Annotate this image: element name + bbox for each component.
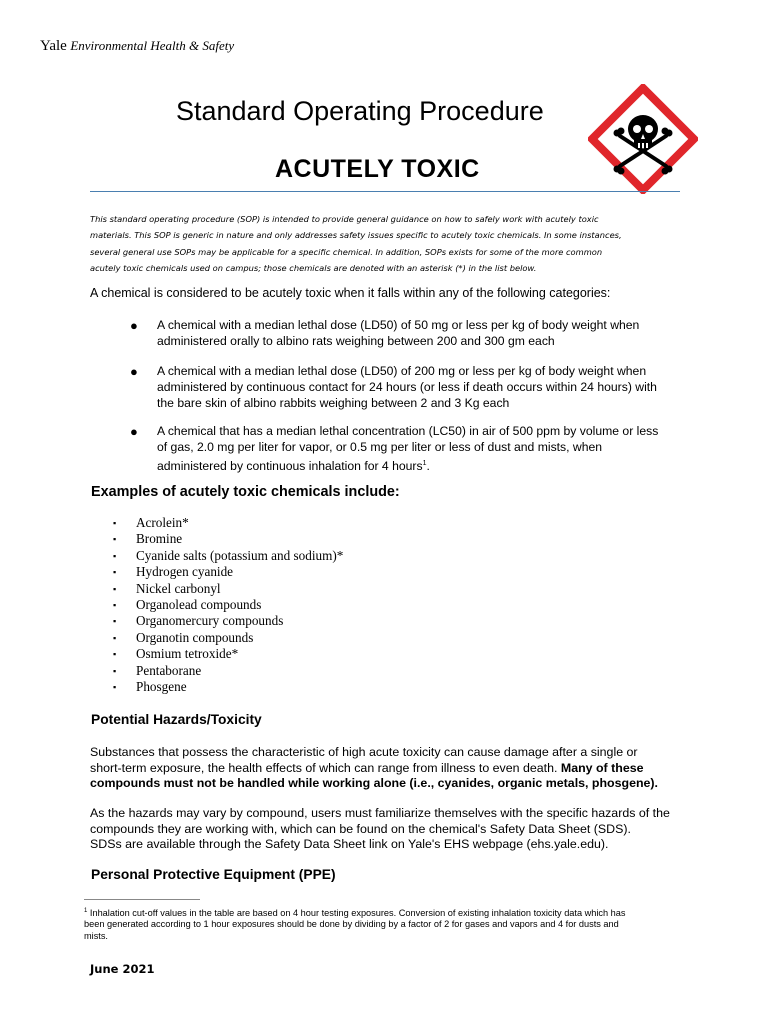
footnote-divider <box>84 899 200 900</box>
bullet-icon: ● <box>130 364 138 379</box>
intro-paragraph <box>90 211 690 276</box>
hazards-paragraph <box>90 745 690 792</box>
page-subtitle: ACUTELY TOXIC <box>275 155 480 183</box>
page-title: Standard Operating Procedure <box>176 96 544 126</box>
hazards-line: short-term exposure, the health effects of which can range from illness to even death. <box>90 760 561 775</box>
sds-paragraph <box>90 806 690 853</box>
bullet-icon: ▪ <box>113 567 117 578</box>
bullet-icon: ● <box>130 318 138 333</box>
chemical-name: Nickel carbonyl <box>136 580 221 596</box>
department-name: Environmental Health & Safety <box>70 38 235 53</box>
examples-heading: Examples of acutely toxic chemicals include: <box>91 484 400 500</box>
category-line: A chemical with a median lethal dose (LD50) of 200 mg or less per kg of body weight when <box>157 364 647 378</box>
bullet-icon: ▪ <box>113 534 117 545</box>
intro-line: materials. This SOP is generic in nature and only addresses safety issues specific to acutely toxic chemicals. In some instances, <box>90 230 622 241</box>
footer-date: June 2021 <box>90 962 155 976</box>
chemical-name: Phosgene <box>136 678 187 694</box>
sds-line: As the hazards may vary by compound, users must familiarize themselves with the specific hazards of the <box>90 806 670 820</box>
bullet-icon: ▪ <box>113 681 117 692</box>
bullet-icon: ▪ <box>113 649 117 660</box>
sds-line: compounds they are working with, which can be found on the chemical's Safety Data Sheet (SDS). <box>90 821 631 836</box>
category-line-end: . <box>426 458 430 473</box>
chemical-name: Osmium tetroxide* <box>136 646 239 662</box>
bullet-icon: ● <box>130 424 138 439</box>
bullet-icon: ▪ <box>113 518 117 528</box>
bullet-icon: ▪ <box>113 583 117 594</box>
category-line: administered by continuous contact for 24 hours (or less if death occurs within 24 hours) with <box>157 379 657 394</box>
title-divider <box>90 191 680 192</box>
hazards-line: Substances that possess the characteristic of high acute toxicity can cause damage after a single or <box>90 745 638 759</box>
chemical-name: Pentaborane <box>136 662 202 678</box>
hazards-heading: Potential Hazards/Toxicity <box>91 712 262 727</box>
chemical-name: Organolead compounds <box>136 596 262 612</box>
category-line: administered orally to albino rats weighing between 200 and 300 gm each <box>157 333 555 348</box>
bullet-icon: ▪ <box>113 632 117 643</box>
hazards-warning: Many of these <box>560 760 644 775</box>
hazards-warning: compounds must not be handled while working alone (i.e., cyanides, organic metals, phosgene). <box>90 776 658 791</box>
institution-name: Yale <box>40 38 67 54</box>
category-line: of gas, 2.0 mg per liter for vapor, or 0.5 mg per liter or less of dust and mists, when <box>157 439 603 454</box>
category-line: A chemical with a median lethal dose (LD50) of 50 mg or less per kg of body weight when <box>157 318 640 332</box>
chemical-name: Bromine <box>136 531 183 547</box>
footnote-marker: 1 <box>84 908 88 914</box>
chemical-name: Hydrogen cyanide <box>136 564 234 580</box>
category-line: the bare skin of albino rabbits weighing between 2 and 3 Kg each <box>157 395 510 410</box>
footnote-line: mists. <box>84 930 108 941</box>
chemical-name: Cyanide salts (potassium and sodium)* <box>136 547 344 563</box>
chemical-name: Acrolein* <box>136 515 189 530</box>
definition-lead: A chemical is considered to be acutely toxic when it falls within any of the following categories: <box>90 286 611 300</box>
bullet-icon: ▪ <box>113 550 117 561</box>
footnote-line: been generated according to 1 hour exposures should be done by dividing by a factor of 2 for gases and vapors and 4 for dusts and <box>84 919 619 930</box>
document-header <box>40 38 234 55</box>
bullet-icon: ▪ <box>113 599 117 610</box>
sds-line: SDSs are available through the Safety Data Sheet link on Yale's EHS webpage (ehs.yale.edu). <box>90 837 609 852</box>
bullet-icon: ▪ <box>113 616 117 627</box>
category-line: A chemical that has a median lethal concentration (LC50) in air of 500 ppm by volume or less <box>157 424 659 438</box>
footnote <box>84 906 696 942</box>
category-line: administered by continuous inhalation for 4 hours <box>157 458 423 473</box>
footnote-line: Inhalation cut-off values in the table are based on 4 hour testing exposures. Conversion of existing inhalation toxicity data which has <box>89 908 626 919</box>
ppe-heading: Personal Protective Equipment (PPE) <box>91 867 336 882</box>
bullet-icon: ▪ <box>113 665 117 676</box>
skull-and-crossbones-icon <box>588 84 698 194</box>
chemical-name: Organomercury compounds <box>136 613 284 629</box>
intro-line: several general use SOPs may be applicable for a specific chemical. In addition, SOPs exists for some of the more common <box>90 246 603 257</box>
chemical-name: Organotin compounds <box>136 629 254 645</box>
intro-line: acutely toxic chemicals used on campus; those chemicals are denoted with an asterisk (*) in the list below. <box>90 262 537 273</box>
intro-line: This standard operating procedure (SOP) is intended to provide general guidance on how to safely work with acutely toxic <box>90 214 599 224</box>
footnote-ref: 1 <box>422 459 427 467</box>
